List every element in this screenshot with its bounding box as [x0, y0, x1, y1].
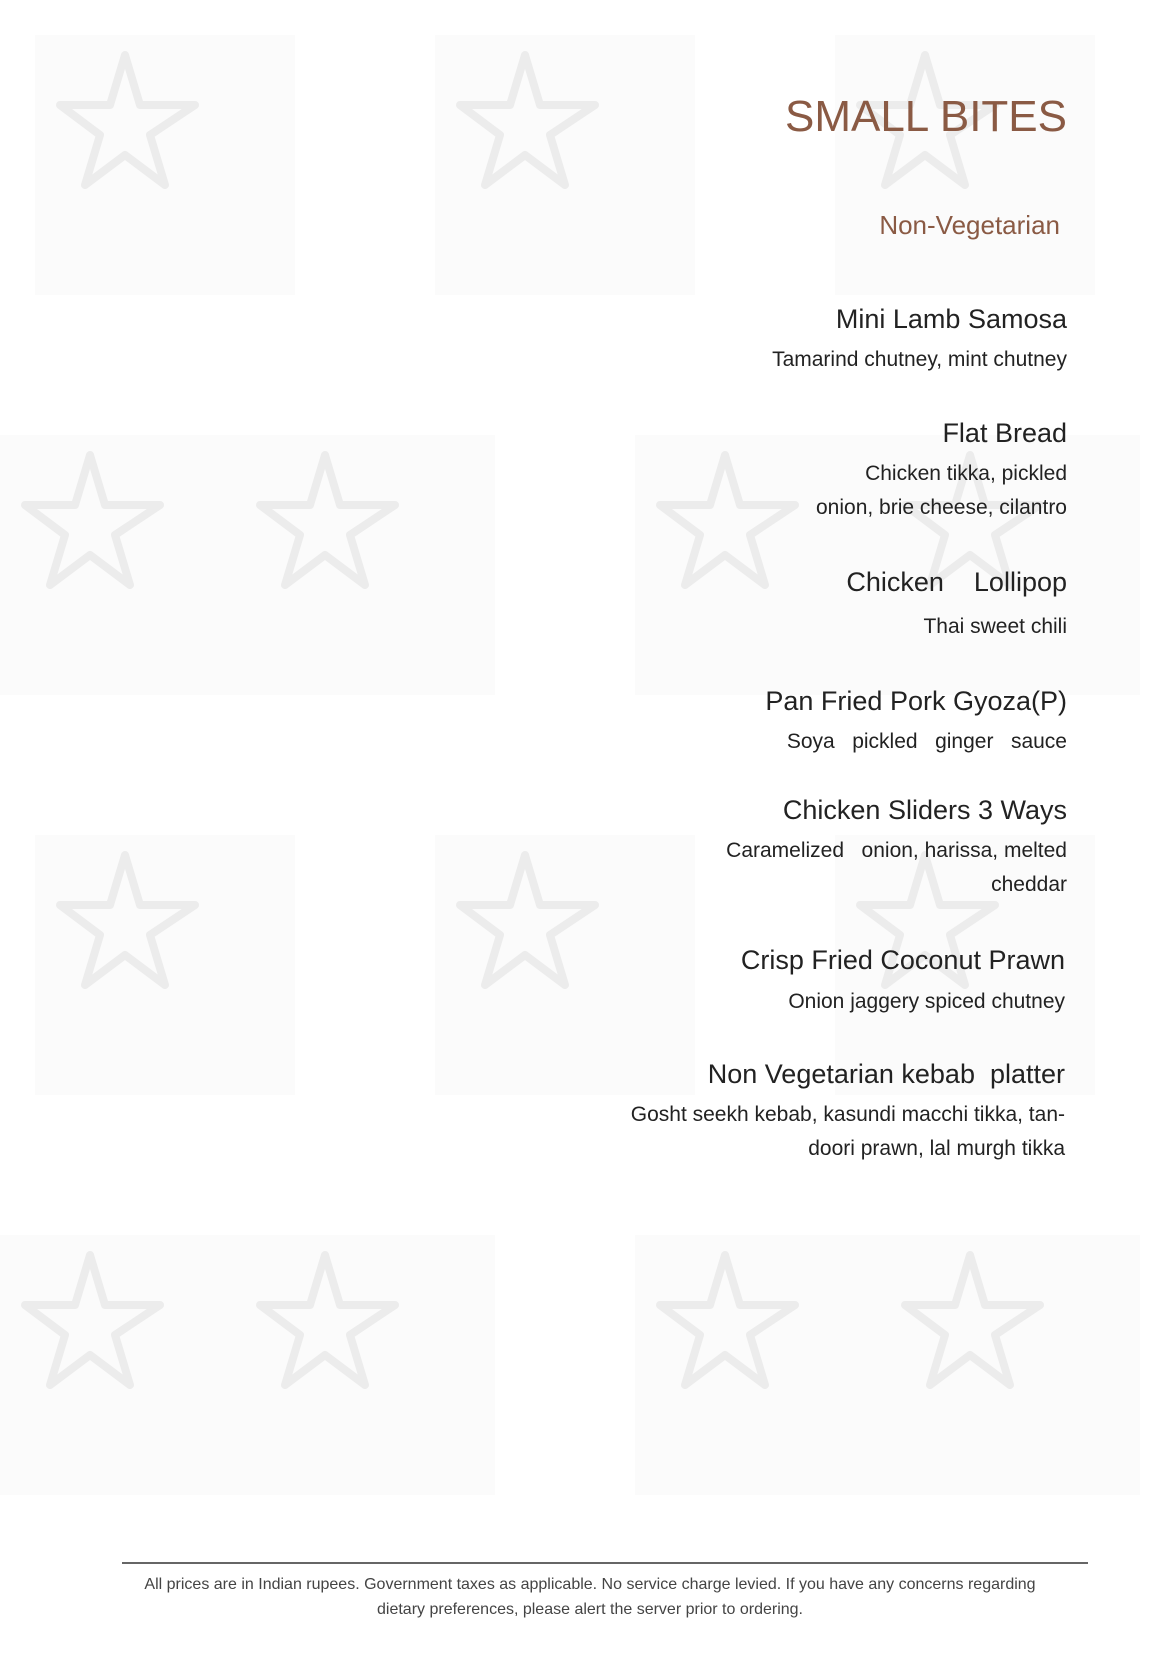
fork-star-icon: [20, 1245, 170, 1395]
fork-star-icon: [55, 45, 205, 195]
restaurant-guru-watermark: [435, 35, 695, 295]
fork-star-icon: [655, 1245, 805, 1395]
item-desc: Gosht seekh kebab, kasundi macchi tikka, tan-: [630, 1103, 1065, 1126]
item-name: Chicken Sliders 3 Ways: [782, 795, 1067, 825]
item-desc: onion, brie cheese, cilantro: [816, 496, 1067, 519]
item-desc: Chicken tikka, pickled: [865, 462, 1067, 485]
item-desc: cheddar: [991, 873, 1067, 896]
footer-note: [60, 1572, 1120, 1622]
item-desc: Tamarind chutney, mint chutney: [772, 348, 1067, 371]
fork-star-icon: [655, 445, 805, 595]
section-heading: Non-Vegetarian: [879, 210, 1060, 240]
fork-star-icon: [20, 445, 170, 595]
restaurant-guru-watermark: [35, 35, 295, 295]
fork-star-icon: [55, 845, 205, 995]
restaurant-guru-watermark: [635, 1235, 895, 1495]
item-name: Flat Bread: [942, 418, 1067, 448]
fork-star-icon: [455, 845, 605, 995]
restaurant-guru-watermark: [235, 435, 495, 695]
item-name: Chicken Lollipop: [846, 567, 1067, 597]
item-name: Mini Lamb Samosa: [835, 304, 1067, 334]
item-desc: Onion jaggery spiced chutney: [788, 990, 1065, 1013]
footer-line: All prices are in Indian rupees. Government taxes as applicable. No service charge levied. If you have any concerns regarding: [144, 1576, 1036, 1593]
restaurant-guru-watermark: [835, 35, 1095, 295]
footer-line: dietary preferences, please alert the server prior to ordering.: [377, 1601, 803, 1618]
item-desc: Thai sweet chili: [923, 615, 1067, 638]
restaurant-guru-watermark: [635, 435, 895, 695]
page-title: SMALL BITES: [784, 92, 1067, 141]
fork-star-icon: [900, 1245, 1050, 1395]
item-desc: doori prawn, lal murgh tikka: [808, 1137, 1065, 1160]
restaurant-guru-watermark: [880, 1235, 1140, 1495]
fork-star-icon: [455, 45, 605, 195]
restaurant-guru-watermark: [235, 1235, 495, 1495]
item-name: Pan Fried Pork Gyoza(P): [765, 686, 1067, 716]
fork-star-icon: [255, 445, 405, 595]
restaurant-guru-watermark: [0, 435, 260, 695]
restaurant-guru-watermark: [35, 835, 295, 1095]
restaurant-guru-watermark: [435, 835, 695, 1095]
item-desc: Caramelized onion, harissa, melted: [726, 839, 1067, 862]
item-name: Non Vegetarian kebab platter: [707, 1059, 1065, 1089]
fork-star-icon: [255, 1245, 405, 1395]
item-desc: Soya pickled ginger sauce: [786, 730, 1067, 753]
restaurant-guru-watermark: [0, 1235, 260, 1495]
item-name: Crisp Fried Coconut Prawn: [740, 945, 1065, 975]
footer-divider: [122, 1562, 1088, 1564]
